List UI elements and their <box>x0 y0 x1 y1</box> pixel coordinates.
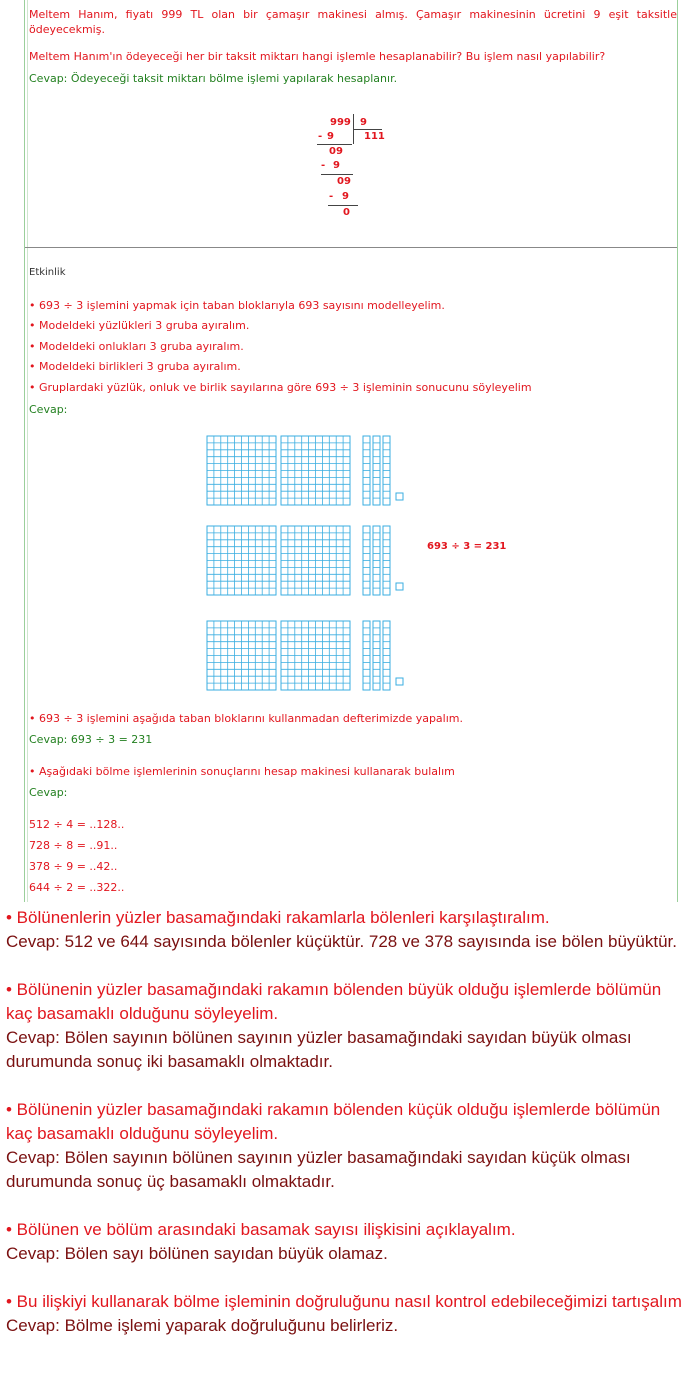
one-cube <box>396 583 403 590</box>
problem-text: Meltem Hanım, fiyatı 999 TL olan bir çamaşır makinesi almış. Çamaşır makinesinin ücretini 9 eşit taksitle ödeyecekmiş. <box>29 8 677 36</box>
problem-question: Meltem Hanım'ın ödeyeceği her bir taksit miktarı hangi işlemle hesaplanabilir? Bu işlem nasıl yapılabilir? <box>29 50 606 63</box>
hundred-block <box>281 526 350 595</box>
one-cube <box>396 493 403 500</box>
question-5: • Bu ilişkiyi kullanarak bölme işleminin doğruluğunu nasıl kontrol edebileceğimizi tartışalım <box>6 1292 682 1311</box>
activity-answer-label: Cevap: <box>29 403 68 416</box>
ten-rod <box>373 621 380 690</box>
activity-item-2: • Modeldeki yüzlükleri 3 gruba ayıralım. <box>29 319 250 332</box>
ld-rem-3: 0 <box>343 207 350 218</box>
hundred-block <box>281 436 350 505</box>
ten-rod <box>373 526 380 595</box>
question-2: • Bölünenin yüzler basamağındaki rakamın bölenden büyük olduğu işlemlerde bölümün kaç basamaklı olduğunu söyleyelim. <box>6 980 662 1023</box>
discussion-section <box>6 906 690 1338</box>
hundred-block <box>207 526 276 595</box>
base-ten-blocks-model <box>25 0 678 700</box>
ten-rod <box>363 526 370 595</box>
ten-rod <box>383 621 390 690</box>
block-group <box>207 436 403 505</box>
activity-item-1: • 693 ÷ 3 işlemini yapmak için taban bloklarıyla 693 sayısını modelleyelim. <box>29 299 445 312</box>
problem-answer: Cevap: Ödeyeceği taksit miktarı bölme işlemi yapılarak hesaplanır. <box>29 72 398 85</box>
ten-rod <box>363 436 370 505</box>
answer-4: Cevap: Bölen sayı bölünen sayıdan büyük olamaz. <box>6 1244 388 1263</box>
ld-quotient: 111 <box>364 131 385 142</box>
question-3: • Bölünenin yüzler basamağındaki rakamın bölenden küçük olduğu işlemlerde bölümün kaç basamaklı olduğunu söyleyelim. <box>6 1100 661 1143</box>
question-4: • Bölünen ve bölüm arasındaki basamak sayısı ilişkisini açıklayalım. <box>6 1220 516 1239</box>
activity-item-4: • Modeldeki birlikleri 3 gruba ayıralım. <box>29 360 241 373</box>
ld-sub-1: 9 <box>327 131 334 142</box>
ld-minus-2: - <box>321 160 326 171</box>
activity-title: Etkinlik <box>29 267 66 278</box>
result-row: 728 ÷ 8 = ..91.. <box>29 839 118 852</box>
block-group <box>207 526 403 595</box>
activity-answer-calculator-label: Cevap: <box>29 786 68 799</box>
ld-minus-1: - <box>318 131 323 142</box>
ten-rod <box>383 436 390 505</box>
answer-5: Cevap: Bölme işlemi yaparak doğruluğunu belirleriz. <box>6 1316 399 1335</box>
ld-rem-2: 09 <box>337 176 351 187</box>
ld-minus-3: - <box>329 191 334 202</box>
model-equation: 693 ÷ 3 = 231 <box>427 541 507 552</box>
block-group <box>207 621 403 690</box>
ld-rem-1: 09 <box>329 146 343 157</box>
ten-rod <box>363 621 370 690</box>
activity-item-no-blocks: • 693 ÷ 3 işlemini aşağıda taban bloklarını kullanmadan defterimizde yapalım. <box>29 712 464 725</box>
activity-answer-no-blocks: Cevap: 693 ÷ 3 = 231 <box>29 733 153 746</box>
result-row: 644 ÷ 2 = ..322.. <box>29 881 125 894</box>
answer-2: Cevap: Bölen sayının bölünen sayının yüzler basamağındaki sayıdan büyük olması durumunda sonuç iki basamaklı olmaktadır. <box>6 1028 632 1071</box>
ten-rod <box>373 436 380 505</box>
ld-divisor: 9 <box>360 117 367 128</box>
hundred-block <box>281 621 350 690</box>
one-cube <box>396 678 403 685</box>
ld-dividend: 999 <box>330 117 351 128</box>
ld-sub-2: 9 <box>333 160 340 171</box>
hundred-block <box>207 436 276 505</box>
activity-item-3: • Modeldeki onlukları 3 gruba ayıralım. <box>29 340 244 353</box>
activity-item-5: • Gruplardaki yüzlük, onluk ve birlik sayılarına göre 693 ÷ 3 işleminin sonucunu söyleyelim <box>29 381 532 394</box>
answer-3: Cevap: Bölen sayının bölünen sayının yüzler basamağındaki sayıdan küçük olması durumunda sonuç üç basamaklı olmaktadır. <box>6 1148 631 1191</box>
question-1: • Bölünenlerin yüzler basamağındaki rakamlarla bölenleri karşılaştıralım. <box>6 908 550 927</box>
ld-sub-3: 9 <box>342 191 349 202</box>
ten-rod <box>383 526 390 595</box>
result-row: 378 ÷ 9 = ..42.. <box>29 860 118 873</box>
hundred-block <box>207 621 276 690</box>
answer-1: Cevap: 512 ve 644 sayısında bölenler küçüktür. 728 ve 378 sayısında ise bölen büyüktür. <box>6 932 677 951</box>
activity-item-calculator: • Aşağıdaki bölme işlemlerinin sonuçlarını hesap makinesi kullanarak bulalım <box>29 765 455 778</box>
result-row: 512 ÷ 4 = ..128.. <box>29 818 125 831</box>
worksheet-panel <box>24 0 678 902</box>
